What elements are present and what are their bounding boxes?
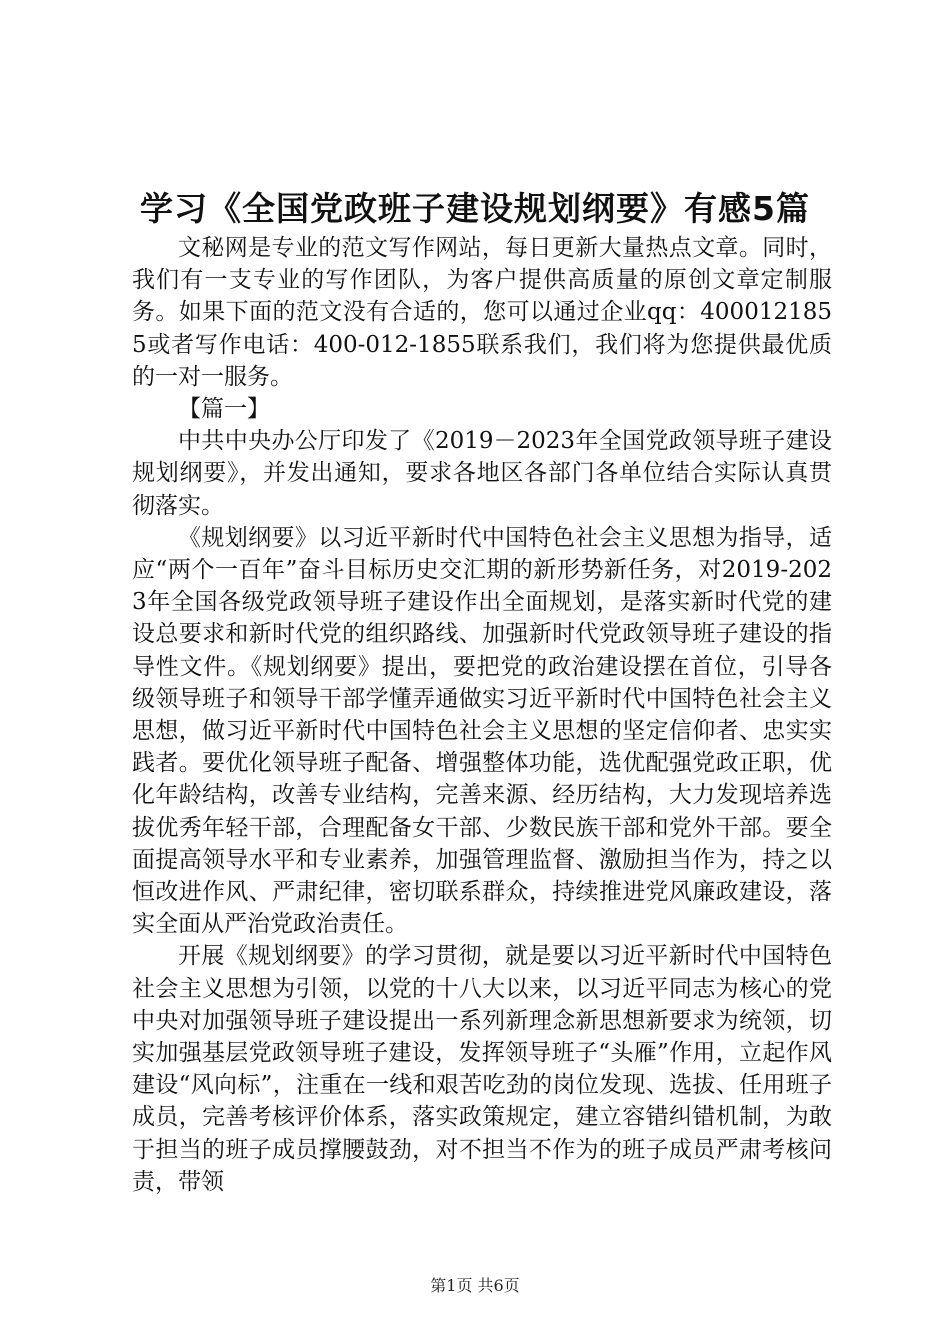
document-title: 学习《全国党政班子建设规划纲要》有感5篇 [140,189,810,228]
paragraph: 《规划纲要》以习近平新时代中国特色社会主义思想为指导，适应“两个一百年”奋斗目标历史交汇期的新形势新任务，对2019-2023年全国各级党政领导班子建设作出全面规划，是落实新时代党的建设总要求和新时代党的组织路线、加强新时代党政领导班子建设的指导性文件。《规划纲要》提出，要把党的政治建设摆在首位，引导各级领导班子和领导干部学懂弄通做实习近平新时代中国特色社会主义思想，做习近平新时代中国特色社会主义思想的坚定信仰者、忠实实践者。要优化领导班子配备、增强整体功能，选优配强党政正职，优化年龄结构，改善专业结构，完善来源、经历结构，大力发现培养选拔优秀年轻干部，合理配备女干部、少数民族干部和党外干部。要全面提高领导水平和专业素养，加强管理监督、激励担当作为，持之以恒改进作风、严肃纪律，密切联系群众，持续推进党风廉政建设，落实全面从严治党政治责任。 [132,524,832,938]
paragraph: 中共中央办公厅印发了《2019－2023年全国党政领导班子建设规划纲要》，并发出通知，要求各地区各部门各单位结合实际认真贯彻落实。 [132,428,832,519]
section-heading: 【篇一】 [178,396,270,423]
document-body [132,232,832,1198]
paragraph-intro: 文秘网是专业的范文写作网站，每日更新大量热点文章。同时，我们有一支专业的写作团队，为客户提供高质量的原创文章定制服务。如果下面的范文没有合适的，您可以通过企业qq：4000121855或者写作电话：400-012-1855联系我们，我们将为您提供最优质的一对一服务。 [132,235,832,390]
page-footer: 第1页 共6页 [430,1276,520,1295]
paragraph: 开展《规划纲要》的学习贯彻，就是要以习近平新时代中国特色社会主义思想为引领，以党的十八大以来，以习近平同志为核心的党中央对加强领导班子建设提出一系列新理念新思想新要求为统领，切实加强基层党政领导班子建设，发挥领导班子“头雁”作用，立起作风建设“风向标”，注重在一线和艰苦吃劲的岗位发现、选拔、任用班子成员，完善考核评价体系，落实政策规定，建立容错纠错机制，为敢于担当的班子成员撑腰鼓劲，对不担当不作为的班子成员严肃考核问责，带领 [132,943,832,1195]
